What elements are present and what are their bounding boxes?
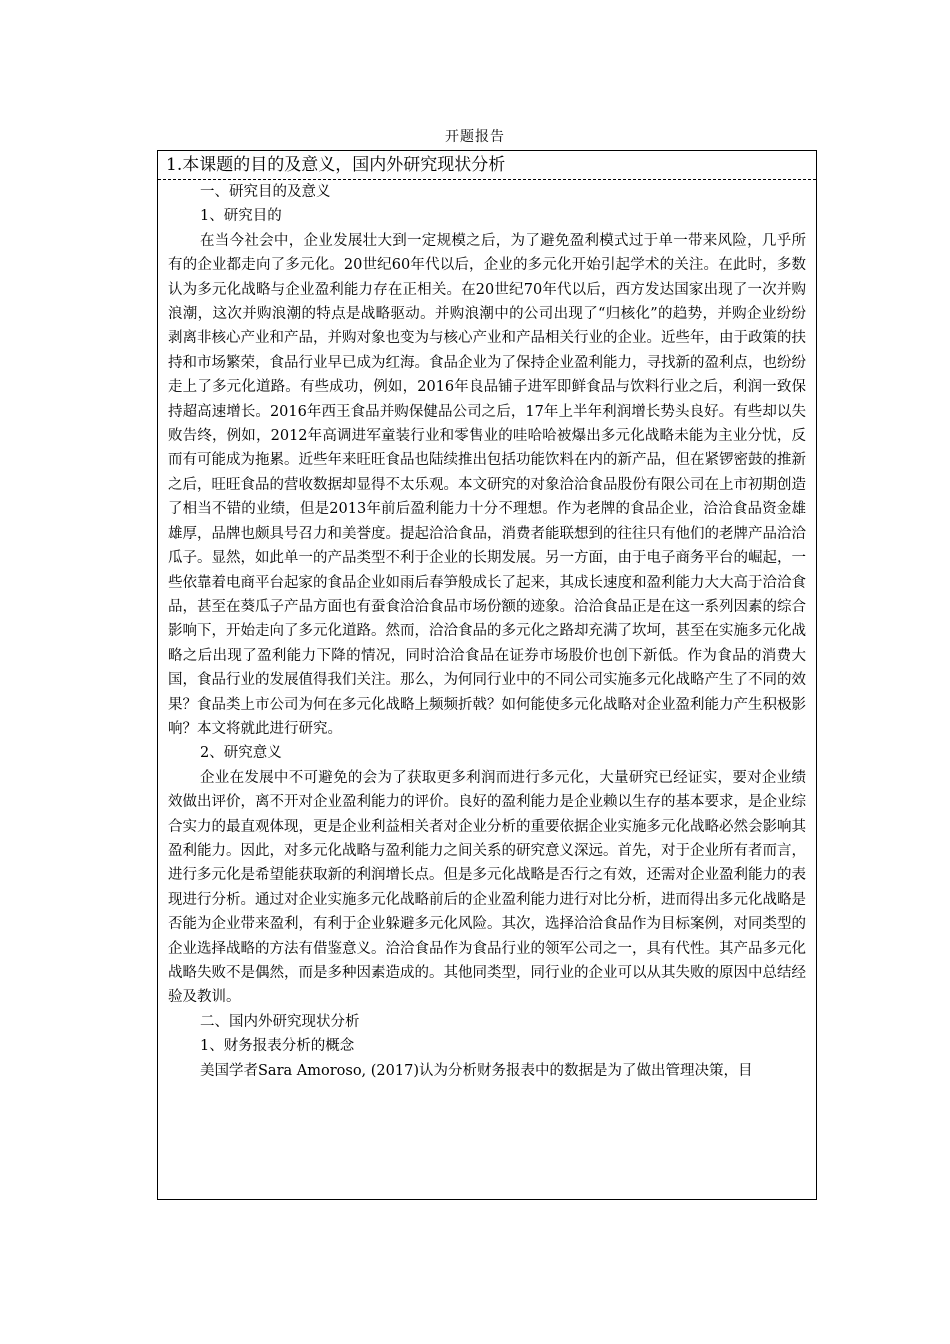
page-title: 开题报告 [445,129,505,145]
subheading-financial-statement-concept: 1、财务报表分析的概念 [200,1038,355,1055]
report-body [158,180,816,1083]
paragraph-financial-statement-concept: 美国学者Sara Amoroso, (2017)认为分析财务报表中的数据是为了做出管理决策，目 [200,1062,753,1079]
section-header: 1.本课题的目的及意义，国内外研究现状分析 [158,151,816,180]
paragraph-research-significance: 企业在发展中不可避免的会为了获取更多利润而进行多元化，大量研究已经证实，要对企业绩效做出评价，离不开对企业盈利能力的评价。良好的盈利能力是企业赖以生存的基本要求，是企业综合实力的最直观体现，更是企业利益相关者对企业分析的重要依据企业实施多元化战略必然会影响其盈利能力。因此，对多元化战略与盈利能力之间关系的研究意义深远。首先，对于企业所有者而言，进行多元化是希望能获取新的利润增长点。但是多元化战略是否行之有效，还需对企业盈利能力的表现进行分析。通过对企业实施多元化战略前后的企业盈利能力进行对比分析，进而得出多元化战略是否能为企业带来盈利，有利于企业躲避多元化风险。其次，选择洽洽食品作为目标案例，对同类型的企业选择战略的方法有借鉴意义。洽洽食品作为食品行业的领军公司之一，具有代性。其产品多元化战略失败不是偶然，而是多种因素造成的。其他同类型，同行业的企业可以从其失败的原因中总结经验及教训。 [168,769,806,1006]
paragraph-research-purpose: 在当今社会中，企业发展壮大到一定规模之后，为了避免盈利模式过于单一带来风险，几乎所有的企业都走向了多元化。20世纪60年代以后，企业的多元化开始引起学术的关注。在此时，多数认为多元化战略与企业盈利能力存在正相关。在20世纪70年代以后，西方发达国家出现了一次并购浪潮，这次并购浪潮的特点是战略驱动。并购浪潮中的公司出现了“归核化”的趋势，并购企业纷纷剥离非核心产业和产品，并购对象也变为与核心产业和产品相关行业的企业。近些年，由于政策的扶持和市场繁荣，食品行业早已成为红海。食品企业为了保持企业盈利能力，寻找新的盈利点，也纷纷走上了多元化道路。有些成功，例如，2016年良品铺子进军即鲜食品与饮料行业之后，利润一致保持超高速增长。2016年西王食品并购保健品公司之后，17年上半年利润增长势头良好。有些却以失败告终，例如，2012年高调进军童装行业和零售业的哇哈哈被爆出多元化战略未能为主业分忧，反而有可能成为拖累。近些年来旺旺食品也陆续推出包括功能饮料在内的新产品，但在紧锣密鼓的推新之后，旺旺食品的营收数据却显得不太乐观。本文研究的对象洽洽食品股份有限公司在上市初期创造了相当不错的业绩，但是2013年前后盈利能力十分不理想。作为老牌的食品企业，洽洽食品资金雄雄厚，品牌也颇具号召力和美誉度。提起洽洽食品，消费者能联想到的往往只有他们的老牌产品洽洽瓜子。显然，如此单一的产品类型不利于企业的长期发展。另一方面，由于电子商务平台的崛起，一些依靠着电商平台起家的食品企业如雨后春笋般成长了起来，其成长速度和盈利能力大大高于洽洽食品，甚至在葵瓜子产品方面也有蚕食洽洽食品市场份额的迹象。洽洽食品正是在这一系列因素的综合影响下，开始走向了多元化道路。然而，洽洽食品的多元化之路却充满了坎坷，甚至在实施多元化战略之后出现了盈利能力下降的情况，同时洽洽食品在证券市场股价也创下新低。作为食品的消费大国，食品行业的发展值得我们关注。那么，为何同行业中的不同公司实施多元化战略产生了不同的效果？食品类上市公司为何在多元化战略上频频折戟？如何能使多元化战略对企业盈利能力产生积极影响？本文将就此进行研究。 [168,232,806,737]
heading-research-status: 二、国内外研究现状分析 [200,1013,360,1030]
heading-research-purpose-significance: 一、研究目的及意义 [200,184,331,200]
subheading-research-purpose: 1、研究目的 [200,208,282,225]
report-table [157,150,817,1200]
subheading-research-significance: 2、研究意义 [200,745,282,762]
